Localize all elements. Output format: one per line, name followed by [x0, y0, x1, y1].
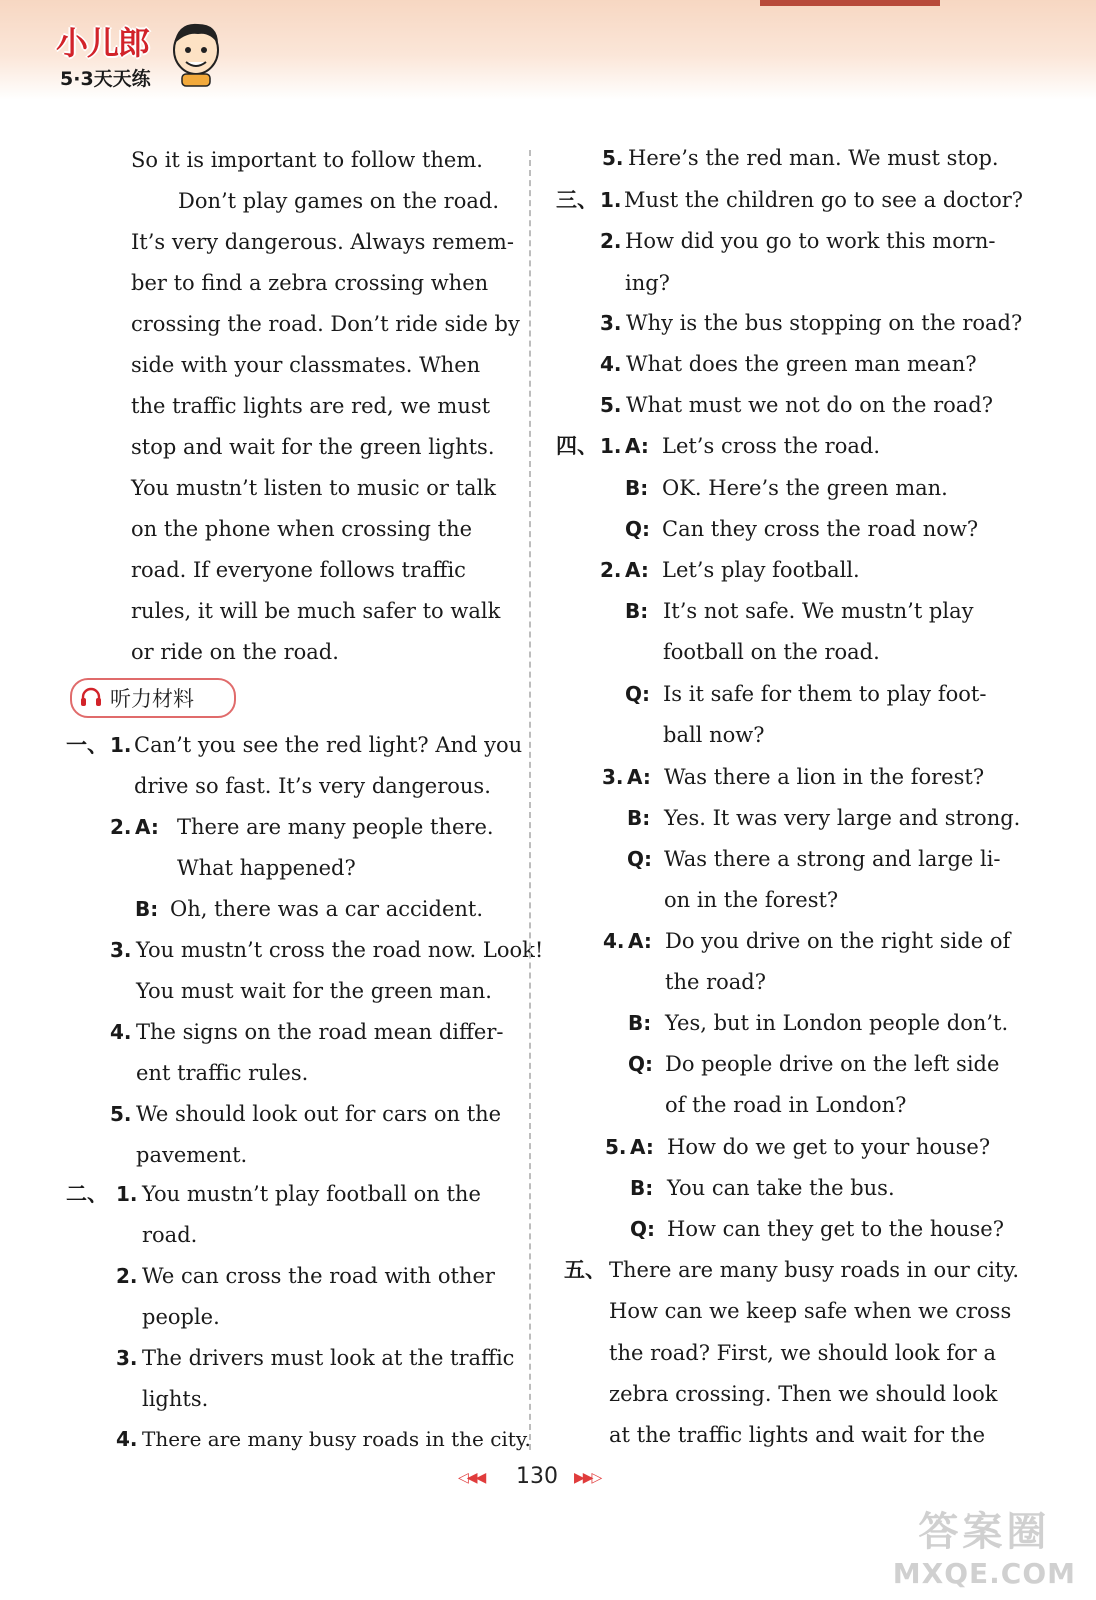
item-number: 1.	[600, 188, 622, 212]
item-text: ing?	[625, 271, 670, 295]
item-number: 3.	[600, 311, 622, 335]
passage-line: at the traffic lights and wait for the	[609, 1423, 986, 1447]
item-number: 2.	[600, 558, 622, 582]
item-number: 4.	[600, 352, 622, 376]
watermark	[893, 1500, 1076, 1590]
passage-line: crossing the road. Don’t ride side by	[131, 312, 520, 336]
column-divider	[529, 150, 531, 1450]
speaker-label: B:	[630, 1176, 654, 1200]
dialog-text: of the road in London?	[665, 1093, 907, 1117]
speaker-label: Q:	[630, 1217, 655, 1241]
item-number: 5.	[110, 1102, 132, 1126]
item-text: You must wait for the green man.	[136, 979, 492, 1003]
item-number: 1.	[600, 434, 622, 458]
page-number: 130	[516, 1464, 558, 1489]
item-number: 3.	[110, 938, 132, 962]
speaker-label: B:	[627, 806, 651, 830]
speaker-label: B:	[625, 476, 649, 500]
passage-line: So it is important to follow them.	[131, 148, 483, 172]
header-accent-bar	[760, 0, 940, 6]
dialog-text: Was there a strong and large li-	[664, 847, 1001, 871]
item-text: Here’s the red man. We must stop.	[628, 146, 999, 170]
listening-material-tag	[70, 678, 236, 718]
item-number: 4.	[110, 1020, 132, 1044]
item-text: We should look out for cars on the	[136, 1102, 502, 1126]
speaker-label: A:	[627, 765, 651, 789]
passage-line: Don’t play games on the road.	[178, 189, 499, 213]
dialog-text: the road?	[665, 970, 766, 994]
dialog-text: Let’s cross the road.	[662, 434, 880, 458]
item-text: How did you go to work this morn-	[625, 229, 996, 253]
dialog-text: You can take the bus.	[667, 1176, 895, 1200]
dialog-text: Can they cross the road now?	[662, 517, 979, 541]
dialog-text: How can they get to the house?	[667, 1217, 1004, 1241]
passage-line: It’s very dangerous. Always remem-	[131, 230, 514, 254]
dialog-text: It’s not safe. We mustn’t play	[663, 599, 974, 623]
listening-material-label: 听力材料	[110, 687, 194, 711]
passage-line: You mustn’t listen to music or talk	[131, 476, 497, 500]
item-number: 2.	[110, 815, 132, 839]
item-text: You mustn’t cross the road now. Look!	[136, 938, 544, 962]
item-text: people.	[142, 1305, 220, 1329]
section-mark: 五、	[564, 1258, 606, 1282]
speaker-label: A:	[630, 1135, 654, 1159]
passage-line: the traffic lights are red, we must	[131, 394, 491, 418]
dialog-text: ball now?	[663, 723, 765, 747]
speaker-label: B:	[628, 1011, 652, 1035]
mascot-boy-icon	[168, 20, 224, 88]
dialog-text: Do you drive on the right side of	[665, 929, 1011, 953]
item-text: Oh, there was a car accident.	[170, 897, 484, 921]
passage-line: or ride on the road.	[131, 640, 339, 664]
passage-line: zebra crossing. Then we should look	[609, 1382, 998, 1406]
dialog-text: OK. Here’s the green man.	[662, 476, 948, 500]
dialog-text: Yes, but in London people don’t.	[665, 1011, 1009, 1035]
passage-line: rules, it will be much safer to walk	[131, 599, 501, 623]
item-number: 1.	[110, 733, 132, 757]
item-text: road.	[142, 1223, 198, 1247]
item-text: We can cross the road with other	[142, 1264, 495, 1288]
passage-line: There are many busy roads in our city.	[609, 1258, 1020, 1282]
section-mark: 三、	[556, 188, 598, 212]
item-text: You mustn’t play football on the	[142, 1182, 481, 1206]
speaker-label: A:	[135, 815, 159, 839]
speaker-label: B:	[625, 599, 649, 623]
passage-line: side with your classmates. When	[131, 353, 481, 377]
item-text: What must we not do on the road?	[626, 393, 994, 417]
speaker-label: Q:	[625, 517, 650, 541]
series-title: 5·3天天练	[60, 68, 151, 90]
item-number: 5.	[605, 1135, 627, 1159]
passage-line: on the phone when crossing the	[131, 517, 473, 541]
item-number: 3.	[116, 1346, 138, 1370]
item-number: 5.	[602, 146, 624, 170]
dialog-text: Is it safe for them to play foot-	[663, 682, 987, 706]
item-number: 2.	[600, 229, 622, 253]
passage-line: ber to find a zebra crossing when	[131, 271, 489, 295]
item-text: The drivers must look at the traffic	[142, 1346, 515, 1370]
brand-title: 小儿郎	[56, 24, 150, 62]
page-footer	[448, 1462, 628, 1498]
item-text: There are many people there.	[177, 815, 494, 839]
passage-line: stop and wait for the green lights.	[131, 435, 495, 459]
right-arrows-icon: ▶▶▷	[574, 1470, 601, 1486]
item-number: 4.	[603, 929, 625, 953]
item-text: ent traffic rules.	[136, 1061, 309, 1085]
item-text: Must the children go to see a doctor?	[624, 188, 1024, 212]
item-number: 3.	[602, 765, 624, 789]
item-text: There are many busy roads in the city.	[142, 1427, 531, 1451]
dialog-text: football on the road.	[663, 640, 880, 664]
left-arrows-icon: ◁◀◀	[458, 1470, 485, 1486]
watermark-top: 答案圈	[918, 1509, 1051, 1555]
item-text: What happened?	[177, 856, 356, 880]
item-text: Why is the bus stopping on the road?	[626, 311, 1023, 335]
speaker-label: A:	[628, 929, 652, 953]
speaker-label: Q:	[625, 682, 650, 706]
headphone-icon	[80, 687, 102, 707]
passage-line: the road? First, we should look for a	[609, 1341, 996, 1365]
item-number: 4.	[116, 1427, 138, 1451]
item-number: 2.	[116, 1264, 138, 1288]
item-number: 5.	[600, 393, 622, 417]
section-mark: 一、	[66, 733, 108, 757]
dialog-text: Yes. It was very large and strong.	[664, 806, 1021, 830]
section-mark: 四、	[556, 434, 598, 458]
section-mark: 二、	[66, 1182, 108, 1206]
speaker-label: A:	[625, 558, 649, 582]
dialog-text: How do we get to your house?	[667, 1135, 991, 1159]
dialog-text: on in the forest?	[664, 888, 839, 912]
dialog-text: Let’s play football.	[662, 558, 860, 582]
item-text: The signs on the road mean differ-	[136, 1020, 504, 1044]
passage-line: road. If everyone follows traffic	[131, 558, 466, 582]
speaker-label: B:	[135, 897, 159, 921]
dialog-text: Do people drive on the left side	[665, 1052, 1000, 1076]
speaker-label: Q:	[627, 847, 652, 871]
item-text: lights.	[142, 1387, 209, 1411]
speaker-label: Q:	[628, 1052, 653, 1076]
item-text: drive so fast. It’s very dangerous.	[134, 774, 491, 798]
watermark-bottom: MXQE.COM	[892, 1557, 1076, 1590]
speaker-label: A:	[625, 434, 649, 458]
item-text: pavement.	[136, 1143, 248, 1167]
item-number: 1.	[116, 1182, 138, 1206]
item-text: Can’t you see the red light? And you	[134, 733, 523, 757]
passage-line: How can we keep safe when we cross	[609, 1299, 1012, 1323]
dialog-text: Was there a lion in the forest?	[664, 765, 985, 789]
item-text: What does the green man mean?	[626, 352, 977, 376]
